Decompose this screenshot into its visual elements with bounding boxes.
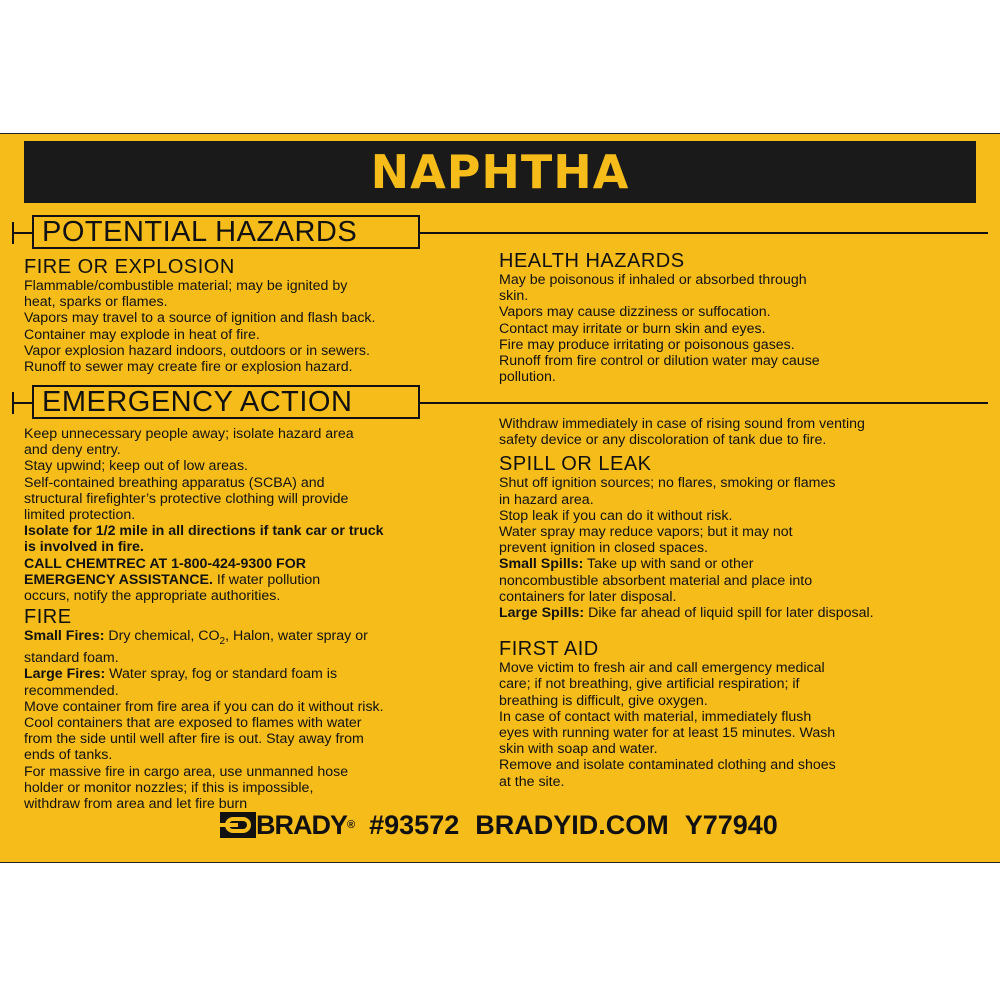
text-line: Vapor explosion hazard indoors, outdoors or in sewers. (24, 342, 370, 359)
section-rule-left (12, 402, 32, 404)
co2-subscript: 2 (219, 636, 226, 648)
text-line: Stop leak if you can do it without risk. (499, 507, 733, 524)
health-hazards-heading: HEALTH HAZARDS (499, 250, 685, 272)
text-line: skin with soap and water. (499, 741, 658, 758)
text-line: Move container from fire area if you can do it without risk. (24, 698, 384, 715)
text-line: Runoff to sewer may create fire or explosion hazard. (24, 359, 353, 376)
text-line: Self-contained breathing apparatus (SCBA) and (24, 474, 325, 491)
text-line: skin. (499, 288, 529, 305)
text-line: from the side until well after fire is out. Stay away from (24, 731, 364, 748)
text-line: pollution. (499, 369, 556, 386)
small-spills-text: Take up with sand or other (583, 556, 754, 573)
chemtrec-notice-line (24, 572, 484, 588)
text-line: Remove and isolate contaminated clothing and shoes (499, 757, 836, 774)
text-line: For massive fire in cargo area, use unmanned hose (24, 763, 349, 780)
text-line: prevent ignition in closed spaces. (499, 540, 708, 557)
text-line: safety device or any discoloration of tank due to fire. (499, 432, 827, 449)
small-fires-line (24, 628, 484, 650)
product-code: Y77940 (684, 809, 778, 840)
text-line: Contact may irritate or burn skin and eyes. (499, 320, 766, 337)
text-line: care; if not breathing, give artificial respiration; if (499, 676, 800, 693)
website: BRADYID.COM (475, 809, 669, 840)
large-fires-text: Water spray, fog or standard foam is (105, 666, 338, 683)
chemtrec-bold: EMERGENCY ASSISTANCE. (24, 571, 213, 588)
fire-or-explosion-heading: FIRE OR EXPLOSION (24, 256, 235, 278)
text-line: Cool containers that are exposed to flames with water (24, 715, 362, 732)
chemtrec-rest: If water pollution (212, 571, 321, 588)
text-line: standard foam. (24, 650, 119, 667)
text-line: Runoff from fire control or dilution water may cause (499, 353, 820, 370)
emergency-action-left (24, 426, 484, 812)
small-fires-label: Small Fires: (24, 628, 105, 645)
first-aid-heading: FIRST AID (499, 638, 599, 661)
hazard-label (0, 133, 1000, 863)
part-number: #93572 (369, 809, 460, 840)
text-line: ends of tanks. (24, 747, 113, 764)
text-line: Stay upwind; keep out of low areas. (24, 458, 248, 475)
text-line: Container may explode in heat of fire. (24, 326, 260, 343)
text-line: May be poisonous if inhaled or absorbed through (499, 272, 807, 288)
section-rule-left (12, 232, 32, 234)
text-line: recommended. (24, 682, 119, 699)
text-line: Vapors may travel to a source of ignition and flash back. (24, 310, 376, 327)
text-line: In case of contact with material, immediately flush (499, 708, 812, 725)
text-line: in hazard area. (499, 491, 594, 508)
small-spills-line (499, 556, 979, 572)
fire-heading: FIRE (24, 606, 72, 629)
large-fires-label: Large Fires: (24, 666, 106, 683)
label-footer (220, 807, 778, 843)
text-line: breathing is difficult, give oxygen. (499, 692, 708, 709)
isolate-warning: Isolate for 1/2 mile in all directions if tank car or truck (24, 523, 384, 540)
chemtrec-notice: CALL CHEMTREC AT 1-800-424-9300 FOR (24, 555, 306, 572)
label-title: NAPHTHA (24, 141, 976, 203)
fire-or-explosion-section (24, 257, 474, 375)
small-fires-text: , Halon, water spray or (225, 628, 368, 645)
large-spills-label: Large Spills: (499, 605, 585, 622)
text-line: occurs, notify the appropriate authorities. (24, 588, 281, 605)
large-fires-line (24, 666, 484, 682)
brady-logo-icon (220, 812, 256, 838)
potential-hazards-heading: POTENTIAL HAZARDS (32, 215, 420, 249)
health-hazards-section (499, 251, 979, 385)
text-line: Fire may produce irritating or poisonous gases. (499, 336, 795, 353)
text-line: eyes with running water for at least 15 minutes. Wash (499, 725, 836, 742)
small-fires-text: Dry chemical, CO (104, 628, 220, 645)
section-rule-right (420, 402, 988, 404)
text-line: Vapors may cause dizziness or suffocation. (499, 304, 771, 321)
text-line: containers for later disposal. (499, 588, 677, 605)
emergency-action-heading: EMERGENCY ACTION (32, 385, 420, 419)
text-line: Water spray may reduce vapors; but it may not (499, 524, 793, 541)
spill-or-leak-heading: SPILL OR LEAK (499, 453, 652, 476)
emergency-action-right (499, 416, 979, 790)
large-spills-text: Dike far ahead of liquid spill for later disposal. (584, 605, 874, 622)
text-line: noncombustible absorbent material and place into (499, 572, 813, 589)
text-line: Flammable/combustible material; may be ignited by (24, 278, 348, 294)
text-line: structural firefighter’s protective clothing will provide (24, 490, 349, 507)
text-line: withdraw from area and let fire burn (24, 796, 248, 813)
brady-brand: BRADY (256, 809, 348, 840)
isolate-warning: is involved in fire. (24, 539, 144, 556)
text-line: limited protection. (24, 507, 136, 524)
text-line: Shut off ignition sources; no flares, smoking or flames (499, 475, 836, 492)
small-spills-label: Small Spills: (499, 556, 584, 573)
text-line: at the site. (499, 773, 565, 790)
brady-logo: BRADY ® (220, 810, 355, 841)
text-line: Keep unnecessary people away; isolate hazard area (24, 426, 354, 442)
text-line: Move victim to fresh air and call emergency medical (499, 660, 825, 677)
text-line: heat, sparks or flames. (24, 294, 168, 311)
section-rule-right (420, 232, 988, 234)
text-line: Withdraw immediately in case of rising sound from venting (499, 416, 865, 432)
large-spills-line (499, 605, 979, 621)
text-line: holder or monitor nozzles; if this is impossible, (24, 779, 314, 796)
text-line: and deny entry. (24, 442, 121, 459)
